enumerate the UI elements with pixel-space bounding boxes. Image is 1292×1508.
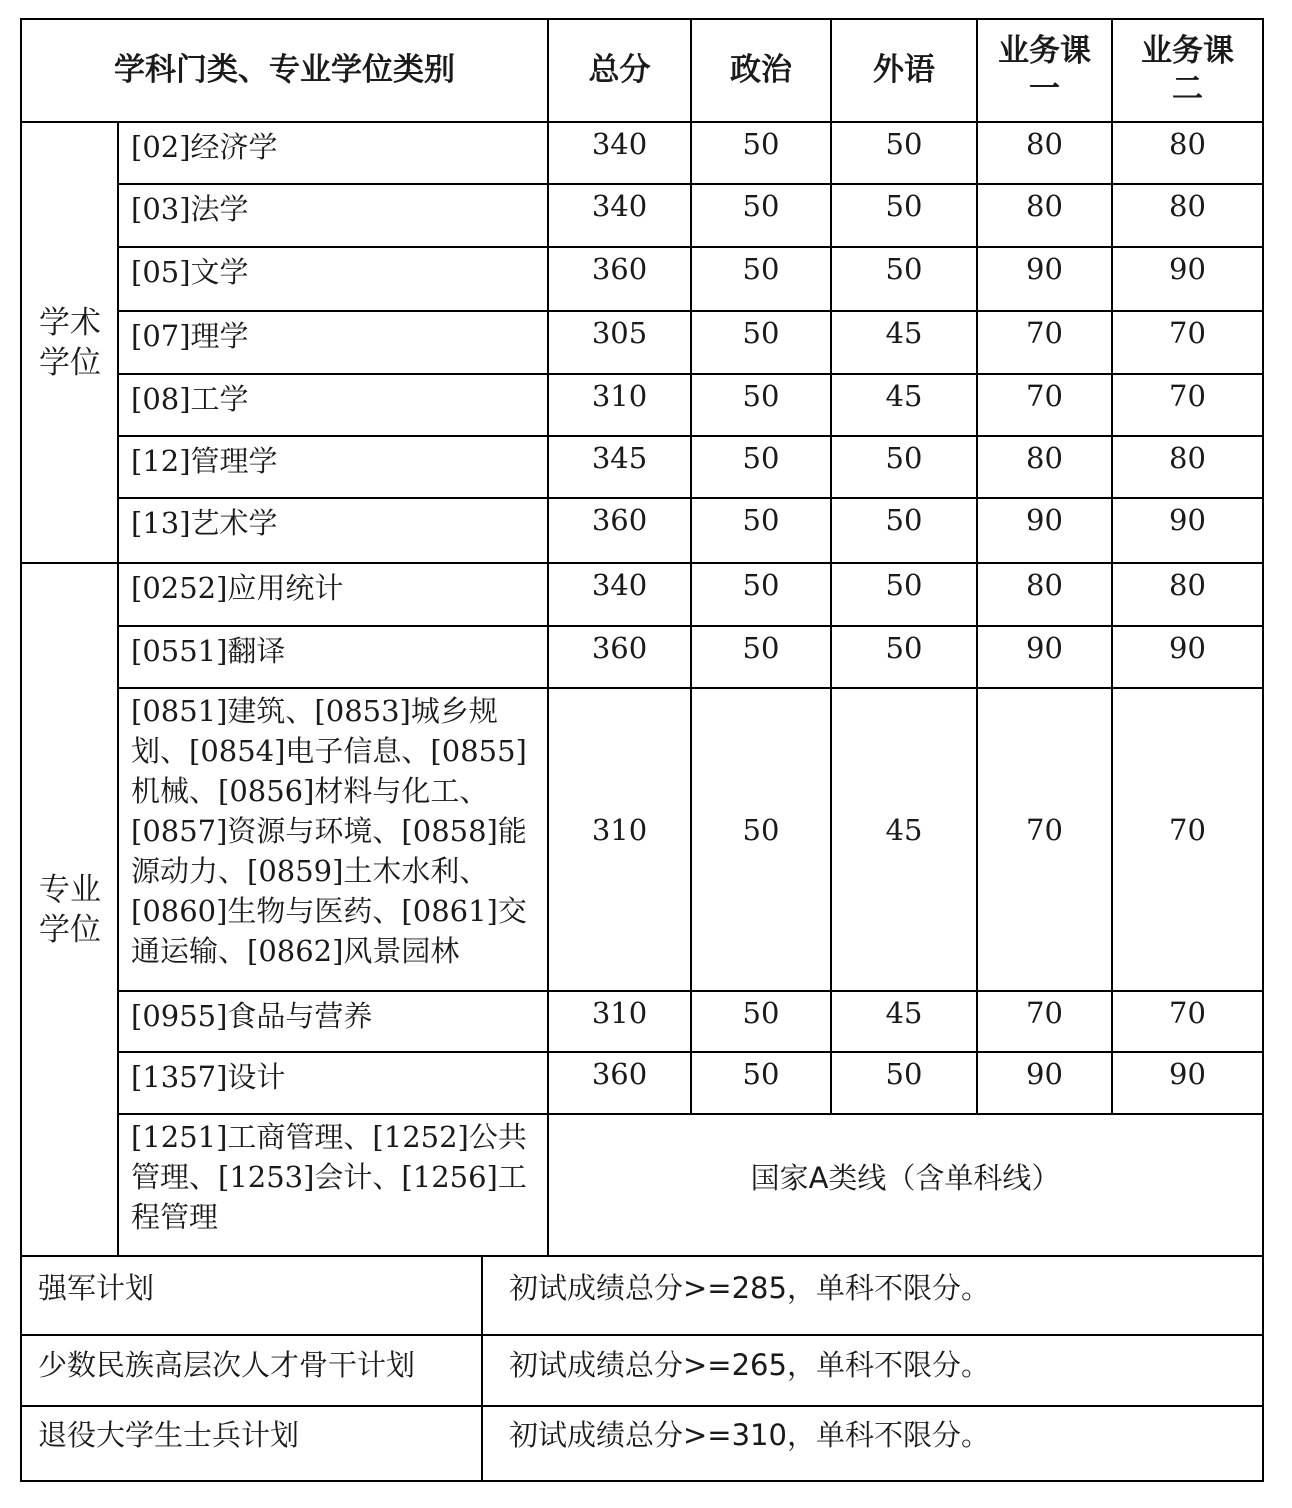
course2-score: 80 bbox=[1169, 568, 1206, 602]
total-score: 340 bbox=[591, 127, 648, 161]
header-foreign-language: 外语 bbox=[873, 51, 935, 88]
course2-score: 90 bbox=[1169, 252, 1206, 286]
total-score: 310 bbox=[591, 813, 648, 847]
politics-score: 50 bbox=[742, 316, 780, 350]
header-total: 总分 bbox=[588, 51, 651, 88]
subject-cell: [07]理学 bbox=[131, 319, 249, 353]
politics-score: 50 bbox=[742, 189, 780, 223]
course1-score: 70 bbox=[1026, 813, 1063, 847]
subject-cell: [1357]设计 bbox=[131, 1060, 286, 1094]
merged-score-note: 国家A类线（含单科线） bbox=[750, 1160, 1061, 1195]
course1-score: 70 bbox=[1026, 996, 1063, 1030]
header-course1: 业务课一 bbox=[998, 33, 1091, 107]
total-score: 310 bbox=[591, 996, 648, 1030]
total-score: 305 bbox=[591, 316, 648, 350]
subject-cell: [08]工学 bbox=[131, 382, 249, 416]
plan-rule: 初试成绩总分>=310，单科不限分。 bbox=[509, 1417, 990, 1452]
politics-score: 50 bbox=[742, 631, 780, 665]
subject-cell: [02]经济学 bbox=[131, 130, 278, 164]
total-score: 360 bbox=[591, 252, 648, 286]
subject-cell: [05]文学 bbox=[131, 255, 249, 289]
total-score: 345 bbox=[591, 441, 648, 475]
plan-name: 退役大学生士兵计划 bbox=[38, 1417, 300, 1452]
course1-score: 80 bbox=[1026, 127, 1063, 161]
foreign-score: 50 bbox=[885, 127, 923, 161]
politics-score: 50 bbox=[742, 379, 780, 413]
foreign-score: 45 bbox=[885, 813, 923, 847]
course2-score: 70 bbox=[1169, 813, 1206, 847]
course1-score: 90 bbox=[1026, 631, 1063, 665]
course1-score: 90 bbox=[1026, 252, 1063, 286]
course1-score: 80 bbox=[1026, 189, 1063, 223]
total-score: 310 bbox=[591, 379, 648, 413]
foreign-score: 45 bbox=[885, 316, 923, 350]
course1-score: 90 bbox=[1026, 503, 1063, 537]
course2-score: 90 bbox=[1169, 631, 1206, 665]
total-score: 360 bbox=[591, 631, 648, 665]
course2-score: 70 bbox=[1169, 996, 1206, 1030]
foreign-score: 50 bbox=[885, 1057, 923, 1091]
score-table bbox=[20, 18, 1264, 1482]
politics-score: 50 bbox=[742, 127, 780, 161]
foreign-score: 50 bbox=[885, 568, 923, 602]
foreign-score: 45 bbox=[885, 996, 923, 1030]
total-score: 360 bbox=[591, 503, 648, 537]
politics-score: 50 bbox=[742, 441, 780, 475]
course1-score: 80 bbox=[1026, 568, 1063, 602]
course2-score: 70 bbox=[1169, 316, 1206, 350]
politics-score: 50 bbox=[742, 503, 780, 537]
plan-rule: 初试成绩总分>=265，单科不限分。 bbox=[509, 1347, 990, 1382]
subject-cell: [0252]应用统计 bbox=[131, 571, 344, 605]
subject-cell: [0955]食品与营养 bbox=[131, 999, 373, 1033]
group-professional: 专业学位 bbox=[39, 871, 101, 948]
plan-name: 强军计划 bbox=[38, 1270, 155, 1305]
total-score: 340 bbox=[591, 568, 648, 602]
subject-cell: [13]艺术学 bbox=[131, 506, 278, 540]
plan-name: 少数民族高层次人才骨干计划 bbox=[38, 1347, 416, 1382]
subject-cell: [03]法学 bbox=[131, 192, 249, 226]
subject-cell: [12]管理学 bbox=[131, 444, 278, 478]
header-course2: 业务课二 bbox=[1141, 33, 1234, 107]
total-score: 340 bbox=[591, 189, 648, 223]
course2-score: 80 bbox=[1169, 127, 1206, 161]
subject-cell: [1251]工商管理、[1252]公共管理、[1253]会计、[1256]工程管理 bbox=[131, 1120, 527, 1234]
header-politics: 政治 bbox=[730, 51, 792, 88]
foreign-score: 50 bbox=[885, 441, 923, 475]
politics-score: 50 bbox=[742, 252, 780, 286]
course1-score: 70 bbox=[1026, 379, 1063, 413]
course1-score: 80 bbox=[1026, 441, 1063, 475]
course1-score: 70 bbox=[1026, 316, 1063, 350]
course2-score: 90 bbox=[1169, 503, 1206, 537]
politics-score: 50 bbox=[742, 568, 780, 602]
course2-score: 70 bbox=[1169, 379, 1206, 413]
foreign-score: 50 bbox=[885, 631, 923, 665]
subject-cell: [0851]建筑、[0853]城乡规划、[0854]电子信息、[0855]机械、[0856]材料与化工、[0857]资源与环境、[0858]能源动力、[0859]土木水利、[0860]生物与医药、[0861]交通运输、[0862]风景园林 bbox=[131, 694, 527, 968]
subject-cell: [0551]翻译 bbox=[131, 634, 286, 668]
course2-score: 80 bbox=[1169, 189, 1206, 223]
foreign-score: 50 bbox=[885, 503, 923, 537]
header-category: 学科门类、专业学位类别 bbox=[114, 51, 455, 88]
group-academic: 学术学位 bbox=[39, 304, 101, 381]
politics-score: 50 bbox=[742, 996, 780, 1030]
foreign-score: 45 bbox=[885, 379, 923, 413]
course1-score: 90 bbox=[1026, 1057, 1063, 1091]
total-score: 360 bbox=[591, 1057, 648, 1091]
course2-score: 90 bbox=[1169, 1057, 1206, 1091]
foreign-score: 50 bbox=[885, 189, 923, 223]
plan-rule: 初试成绩总分>=285，单科不限分。 bbox=[509, 1270, 990, 1305]
foreign-score: 50 bbox=[885, 252, 923, 286]
politics-score: 50 bbox=[742, 1057, 780, 1091]
course2-score: 80 bbox=[1169, 441, 1206, 475]
politics-score: 50 bbox=[742, 813, 780, 847]
